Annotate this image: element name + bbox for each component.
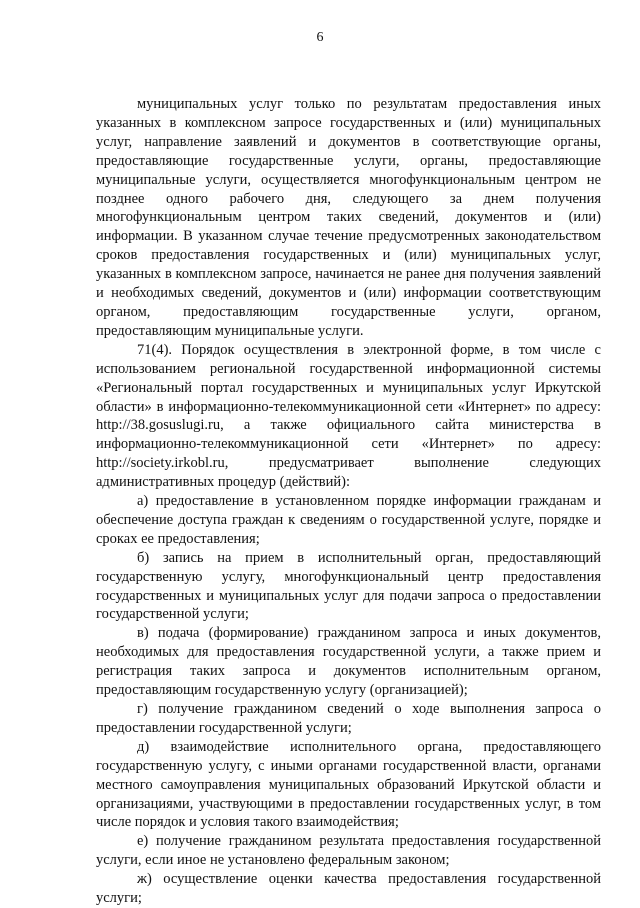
list-item-zh: ж) осуществление оценки качества предоставления государственной услуги; [96, 871, 601, 907]
paragraph-71-4: 71(4). Порядок осуществления в электронной форме, в том числе с использованием региональной государственной информационной системы «Региональный портал государственных и муниципальных услуг Иркутской области» в информационно-телекоммуникационной сети «Интернет» по адресу: http://38.gosuslugi.ru, а также официального сайта министерства в информационно-телекоммуникационной сети «Интернет» по адресу: http://society.irkobl.ru, предусматривает выполнение следующих административных процедур (действий): [96, 341, 601, 491]
list-item-v: в) подача (формирование) гражданином запроса и иных документов, необходимых для предоставления государственной услуги, а также прием и регистрация таких запроса и документов исполнительным органом, предоставляющим государственную услугу (организацией); [96, 625, 601, 699]
document-body [96, 95, 601, 908]
list-item-d: д) взаимодействие исполнительного органа, предоставляющего государственную услугу, с иными органами государственной власти, органами местного самоуправления муниципальных образований Иркутской области и организациями, участвующими в предоставлении государственных услуг, в том числе порядок и условия такого взаимодействия; [96, 738, 601, 831]
list-item-a: а) предоставление в установленном порядке информации гражданам и обеспечение доступа граждан к сведениям о государственной услуге, порядке и сроках ее предоставления; [96, 493, 601, 547]
list-item-g: г) получение гражданином сведений о ходе выполнения запроса о предоставлении государственной услуги; [96, 701, 601, 736]
paragraph-continuation: муниципальных услуг только по результатам предоставления иных указанных в комплексном запросе государственных и (или) муниципальных услуг, направление заявлений и документов в соответствующие органы, предоставляющие государственные услуги, органы, предоставляющие муниципальные услуги, осуществляется многофункциональным центром не позднее одного рабочего дня, следующего за днем получения многофункциональным центром таких сведений, документов и (или) информации. В указанном случае течение предусмотренных законодательством сроков предоставления государственных и (или) муниципальных услуг, указанных в комплексном запросе, начинается не ранее дня получения заявлений и необходимых сведений, документов и (или) информации соответствующим органом, предоставляющим государственные услуги, органом, предоставляющим муниципальные услуги. [96, 96, 601, 339]
page-number: 6 [316, 30, 324, 45]
list-item-e: е) получение гражданином результата предоставления государственной услуги, если иное не установлено федеральным законом; [96, 833, 601, 869]
list-item-b: б) запись на прием в исполнительный орган, предоставляющий государственную услугу, многофункциональный центр предоставления государственных и муниципальных услуг для подачи запроса о предоставлении государственной услуги; [96, 549, 601, 623]
